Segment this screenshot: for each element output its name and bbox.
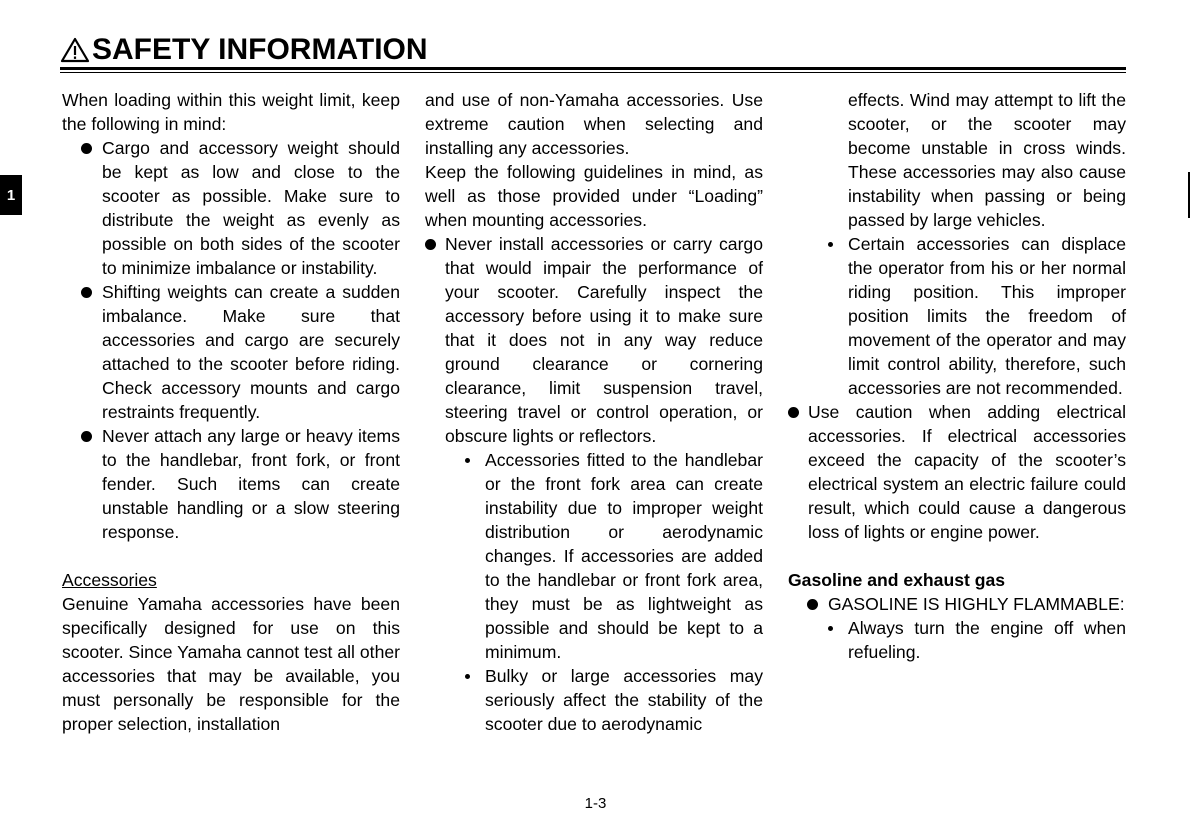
column-3 bbox=[788, 88, 1126, 664]
edge-thumb-mark bbox=[1188, 172, 1190, 218]
loading-intro: When loading within this weight limit, keep the following in mind: bbox=[62, 90, 400, 134]
accessories-heading: Accessories bbox=[62, 570, 157, 590]
gasoline-heading: Gasoline and exhaust gas bbox=[788, 570, 1006, 590]
header-rule-thin bbox=[60, 72, 1126, 73]
page-header bbox=[60, 32, 1126, 72]
bulky-accessories-subbullet: Bulky or large accessories may seriously affect the stability of the scooter due to aerodynamic bbox=[425, 664, 763, 736]
accessories-paragraph: Genuine Yamaha accessories have been specifically designed for use on this scooter. Since Yamaha cannot test all other accessories that may be available, you must personally be responsible for the proper selection, installation bbox=[62, 594, 400, 734]
section-title-text: SAFETY INFORMATION bbox=[92, 33, 428, 66]
header-rule bbox=[60, 67, 1126, 70]
column-2 bbox=[425, 88, 763, 736]
engine-off-subbullet: Always turn the engine off when refueling. bbox=[788, 616, 1126, 664]
gasoline-flammable-bullet: GASOLINE IS HIGHLY FLAMMABLE: bbox=[788, 592, 1126, 616]
warning-triangle-icon bbox=[60, 37, 90, 63]
electrical-accessories-bullet: Use caution when adding electrical accessories. If electrical accessories exceed the capacity of the scooter’s electrical system an electric failure could result, which could cause a dangerous loss of lights or engine power. bbox=[788, 400, 1126, 544]
handlebar-accessories-subbullet: Accessories fitted to the handlebar or the front fork area can create instability due to improper weight distribution or aerodynamic changes. If accessories are added to the handlebar or front fork area, they must be as lightweight as possible and should be kept to a minimum. bbox=[425, 448, 763, 664]
chapter-tab: 1 bbox=[0, 175, 22, 215]
accessories-paragraph-cont: and use of non-Yamaha accessories. Use extreme caution when selecting and installing any accessories. bbox=[425, 90, 763, 158]
shifting-weights-bullet: Shifting weights can create a sudden imbalance. Make sure that accessories and cargo are securely attached to the scooter before riding. Check accessory mounts and cargo restraints frequently. bbox=[62, 280, 400, 424]
guidelines-paragraph: Keep the following guidelines in mind, as well as those provided under “Loading” when mounting accessories. bbox=[425, 162, 763, 230]
page-number: 1-3 bbox=[584, 795, 607, 812]
heavy-items-bullet: Never attach any large or heavy items to the handlebar, front fork, or front fender. Such items can create unstable handling or a slow steering response. bbox=[62, 424, 400, 544]
column-1 bbox=[62, 88, 400, 736]
displace-operator-subbullet: Certain accessories can displace the operator from his or her normal riding position. This improper position limits the freedom of movement of the operator and may limit control ability, therefore, such accessories are not recommended. bbox=[788, 232, 1126, 400]
never-install-bullet: Never install accessories or carry cargo that would impair the performance of your scooter. Carefully inspect the accessory before using it to make sure that it does not in any way reduce ground clearance or cornering clearance, limit suspension travel, steering travel or control operation, or obscure lights or reflectors. bbox=[425, 232, 763, 448]
section-title bbox=[60, 32, 428, 68]
bulky-accessories-cont: effects. Wind may attempt to lift the scooter, or the scooter may become unstable in cross winds. These accessories may also cause instability when passing or being passed by large vehicles. bbox=[848, 90, 1126, 230]
cargo-weight-bullet: Cargo and accessory weight should be kept as low and close to the scooter as possible. Make sure to distribute the weight as evenly as possible on both sides of the scooter to minimize imbalance or instability. bbox=[62, 136, 400, 280]
